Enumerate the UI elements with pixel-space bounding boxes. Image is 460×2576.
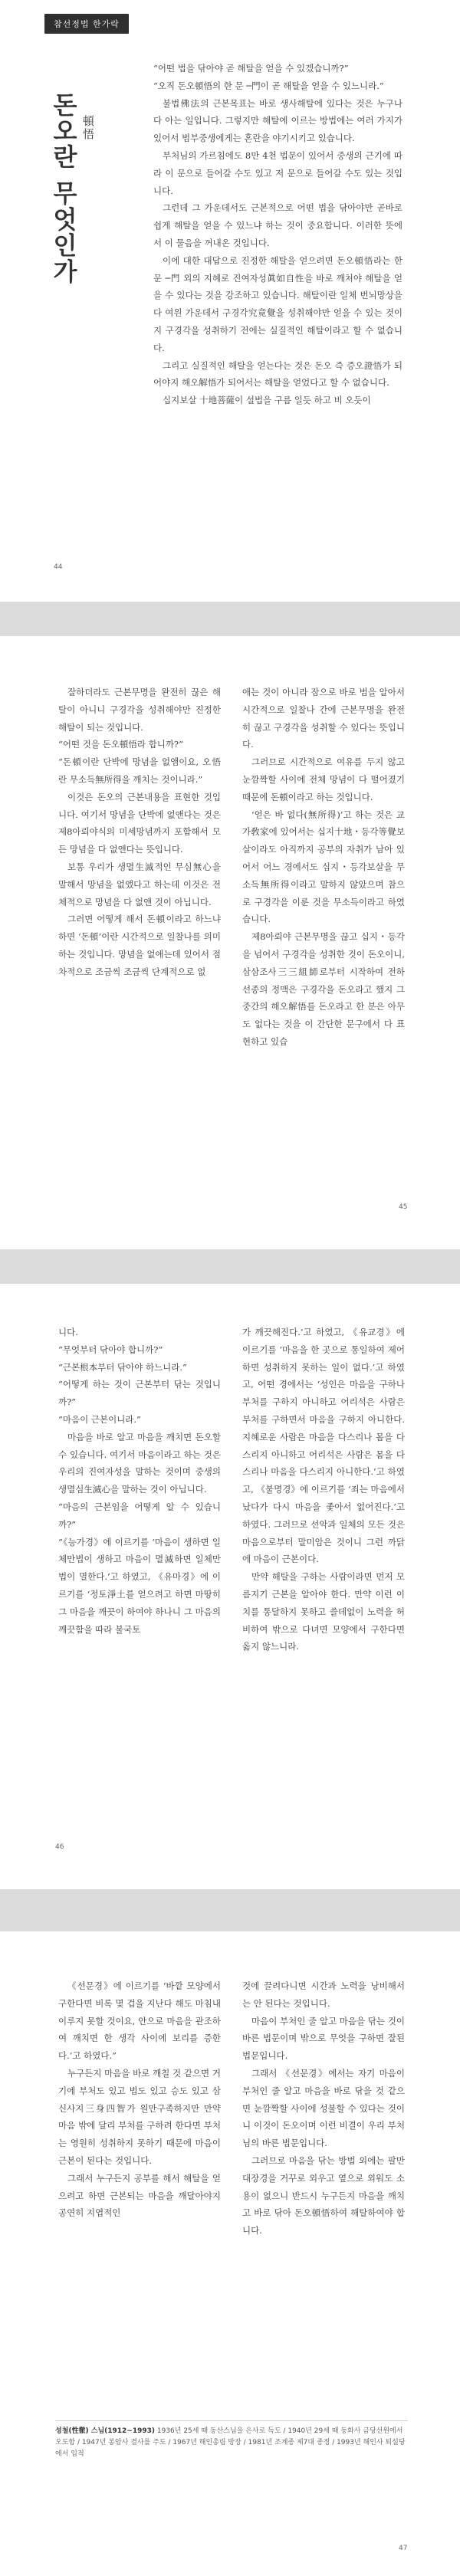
page-44	[0, 0, 460, 602]
paragraph: 애는 것이 아니라 잠으로 바로 범을 알아서 시간적으로 일찰나 간에 근본무명을 완전히 끊고 구경각을 성취할 수 있다는 뜻입니다.	[242, 687, 405, 750]
paragraph: 불법佛法의 근본목표는 바로 생사해탈에 있다는 것은 누구나 다 아는 일입니다. 그렇지만 해탈에 이르는 방법에는 여러 가지가 있어서 범부중생에게는 혼란을 야기시키고 있습니다.	[153, 97, 402, 144]
page-45	[0, 636, 460, 1249]
page2-left-column	[58, 684, 221, 981]
article-title-hanja	[74, 115, 103, 141]
paragraph: “근본根本부터 닦아야 하느니라.”	[58, 1361, 187, 1373]
page-gap	[0, 1889, 460, 1931]
page-number: 44	[54, 563, 63, 571]
page2-right-column	[242, 684, 405, 1051]
paragraph: 이에 대한 대답으로 진정한 해탈을 얻으려면 돈오頓悟라는 한 문 ─門 외의 지혜로 진여자성眞如自性을 바로 깨쳐야 해탈을 얻을 수 있다는 것을 강조하고 있습니다. 해탈이란 일체 번뇌망상을 다 여읜 가운데서 구경각究竟覺을 성취해야만 얻을 수 있는 것이지 구경각을 성취하기 전에는 실질적인 해탈이라고 할 수 없습니다.	[153, 254, 402, 353]
footnote-text: 1936년 25세 때 동산스님을 은사로 득도 / 1940년 29세 때 동화사 금당선원에서 오도함 / 1947년 봉암사 결사를 주도 / 1967년 해인총림 방장 / 1981년 조계종 제7대 종정 / 1993년 해인사 퇴설당에서 입적	[55, 2427, 406, 2458]
paragraph: “어떤 법을 닦아야 곧 해탈을 얻을 수 있겠습니까?”	[153, 63, 349, 74]
paragraph: 마음을 바로 알고 마음을 깨치면 돈오할 수 있습니다. 여기서 마음이라고 하는 것은 우리의 진여자성을 말하는 것이며 중생의 생멸심生滅心을 말하는 것이 아닙니다.	[58, 1431, 221, 1495]
paragraph: 누구든지 마음을 바로 깨칠 것 같으면 거기에 부처도 있고 법도 있고 승도 있고 삼신사지三身四智가 원만구족하지만 만약 마음 밖에 달리 부처를 구하려 한다면 부처는 영원히 성취하지 못하기 때문에 마음이 근본이 된다는 것입니다.	[58, 2067, 221, 2166]
paragraph: “어떤 것을 돈오頓悟라 합니까?”	[58, 739, 183, 750]
paragraph: 그러므로 마음을 닦는 방법 외에는 팔만대장경을 거꾸로 외우고 옆으로 외워도 소용이 없으니 반드시 누구든지 마음을 깨치고 바로 닦아 돈오頓悟하여 해탈하여야 합니다.	[242, 2154, 405, 2236]
page4-left-column	[58, 1977, 221, 2222]
author-footnote	[55, 2420, 408, 2460]
paragraph: “《능가경》에 이르기를 ‘마음이 생하면 일체만법이 생하고 마음이 멸滅하면 일체만법이 멸한다.’고 하였고, 《유마경》에 이르기를 ‘정토淨土를 얻으려고 하면 마땅히 그 마음을 깨끗이 하여야 하나니 그 마음의 깨끗함을 따라 불국토	[58, 1536, 221, 1635]
paragraph: “무엇부터 닦아야 합니까?”	[58, 1344, 163, 1355]
paragraph: “마음의 근본임을 어떻게 알 수 있습니까?”	[58, 1501, 221, 1530]
page-gap	[0, 602, 460, 636]
paragraph: “돈頓이란 단박에 망념을 없앰이요, 오悟란 무소득無所得을 깨치는 것이니라.”	[58, 756, 221, 785]
paragraph: 부처님의 가르침에도 8만 4천 법문이 있어서 중생의 근기에 따라 이 문으로 들어갈 수도 있고 저 문으로 들어갈 수도 있는 것입니다.	[153, 149, 402, 196]
page-gap	[0, 1249, 460, 1284]
paragraph: 마음이 부처인 줄 알고 마음을 닦는 것이 바른 법문이며 밖으로 무엇을 구하면 잘된 법문입니다.	[242, 2015, 405, 2062]
paragraph: 그래서 누구든지 공부를 해서 해탈을 얻으려고 하면 근본되는 마음을 깨달아야지 공연히 지엽적인	[58, 2172, 221, 2219]
paragraph: 그런데 그 가운데서도 근본적으로 어떤 법을 닦아야만 곧바로 쉽게 해탈을 얻을 수 있느냐 하는 것이 중요합니다. 이러한 뜻에서 이 물음을 꺼내온 것입니다.	[153, 202, 402, 248]
paragraph: 것에 끌려다니면 시간과 노력을 낭비해서는 안 된다는 것입니다.	[242, 1980, 405, 2009]
page3-right-column	[242, 1324, 405, 1656]
paragraph: 그리고 실질적인 해탈을 얻는다는 것은 돈오 즉 증오證悟가 되어야지 해오解悟가 되어서는 해탈을 얻었다고 할 수 없습니다.	[153, 359, 402, 389]
paragraph: 십지보살 十地菩薩이 설법을 구름 일듯 하고 비 오듯이	[163, 395, 371, 406]
paragraph: 《선문경》에 이르기를 ‘바깥 모양에서 구한다면 비록 몇 겁을 지난다 해도 마침내 이루지 못할 것이요, 안으로 마음을 관조하여 깨치면 한 생각 사이에 보리를 증한다.’고 하였다.”	[58, 1980, 221, 2062]
paragraph: 보통 우리가 생멸生滅적인 무심無心을 말해서 망념을 없앴다고 하는데 이것은 전체적으로 망념을 다 없앤 것이 아닙니다.	[58, 861, 221, 907]
page-number: 46	[55, 1843, 64, 1851]
paragraph: 가 깨끗해진다.’고 하였고, 《유교경》에 이르기를 ‘마음을 한 곳으로 통일하여 제어하면 성취하지 못하는 일이 없다.’고 하였고, 어떤 경에서는 ‘성인은 마음을 구하나 부처를 구하지 아니하고 어리석은 사람은 부처를 구하면서 마음을 구하지 아니한다. 지혜로운 사람은 마음을 다스리나 몸을 다스리지 아니하고 어리석은 사람은 몸을 다스리나 마음을 다스리지 아니한다.’고 하였고, 《불명경》에 이르기를 ‘죄는 마음에서 났다가 다시 마음을 좇아서 없어진다.’고 하였다. 그러므로 선악과 일체의 모든 것은 마음으로부터 말미암은 것이니 그런 까닭에 마음이 근본이다.	[242, 1327, 405, 1565]
paragraph: 만약 해탈을 구하는 사람이라면 먼저 모름지기 근본을 알아야 한다. 만약 이런 이치를 통달하지 못하고 쓸데없이 노력을 허비하여 밖으로 다녀면 모양에서 구한다면 옳지 않느니라.	[242, 1571, 405, 1652]
article-title-text: 돈오란 무엇인가	[49, 92, 78, 285]
paragraph: 제8아뢰야 근본무명을 끊고 십지・등각을 넘어서 구경각을 성취한 것이 돈오이니, 삼삼조사三三組師로부터 시작하여 전하 선종의 정맥은 구경각을 돈오라고 했지 그 중간의 해오解悟를 돈오라고 한 분은 아무도 없다는 것을 이 간단한 문구에서 다 표현하고 있습	[242, 931, 405, 1047]
paragraph: 니다.	[58, 1327, 78, 1337]
page1-body	[153, 60, 402, 409]
page-46	[0, 1284, 460, 1889]
paragraph: 그러면 어떻게 해서 돈頓이라고 하느냐 하면 ‘돈頓’이란 시간적으로 일찰나를 의미하는 것입니다. 망념을 없애는데 있어서 점차적으로 조금씩 조금씩 단계적으로 없	[58, 914, 221, 977]
title-hanja: 頓悟	[81, 115, 95, 141]
paragraph: 그러므로 시간적으로 여유를 두지 않고 눈깜짝할 사이에 전체 망념이 다 떨어졌기 때문에 돈頓이라고 하는 것입니다.	[242, 756, 405, 802]
page3-left-column	[58, 1324, 221, 1638]
paragraph: “마음이 근본이니라.”	[58, 1413, 141, 1425]
paragraph: “어떻게 하는 것이 근본부터 닦는 것입니까?”	[58, 1379, 221, 1408]
paragraph: 잘하더라도 근본무명을 완전히 끊은 해탈이 아니니 구경각을 성취해야만 진정한 해탈이 되는 것입니다.	[58, 687, 221, 733]
page-number: 47	[399, 2545, 408, 2552]
page-47	[0, 1931, 460, 2576]
page-number: 45	[399, 1203, 408, 1211]
footnote-author: 성철(性徹) 스님(1912~1993)	[55, 2427, 156, 2435]
paragraph: 이것은 돈오의 근본내용을 표현한 것입니다. 여기서 망념을 단박에 없앤다는 것은 제8아뢰야식의 미세망념까지 포함해서 모든 망념을 다 없앤다는 뜻입니다.	[58, 791, 221, 855]
paragraph: “오직 돈오頓悟의 한 문 ─門이 곧 해탈을 얻을 수 있느니라.”	[153, 80, 384, 91]
paragraph: ‘얻은 바 없다(無所得)’고 하는 것은 교가敎家에 있어서는 십지十地・등각等覺보살이라도 아직까지 공부의 자취가 남아 있어서 어느 경에서도 십지・등각보살을 무소득無所得이라고 말하지 않았으며 참으로 구경각을 이룬 것을 무소득이라고 하였습니다.	[242, 809, 405, 925]
section-tag: 참선정법 한가락	[44, 14, 129, 34]
page4-right-column	[242, 1977, 405, 2240]
paragraph: 그래서 《선문경》에서는 자기 마음이 부처인 줄 알고 마음을 바로 닦을 것 같으면 눈깜짝할 사이에 성불할 수 있다는 것이니 이것이 돈오이며 이런 비결이 우리 부처님의 바른 법문입니다.	[242, 2067, 405, 2149]
